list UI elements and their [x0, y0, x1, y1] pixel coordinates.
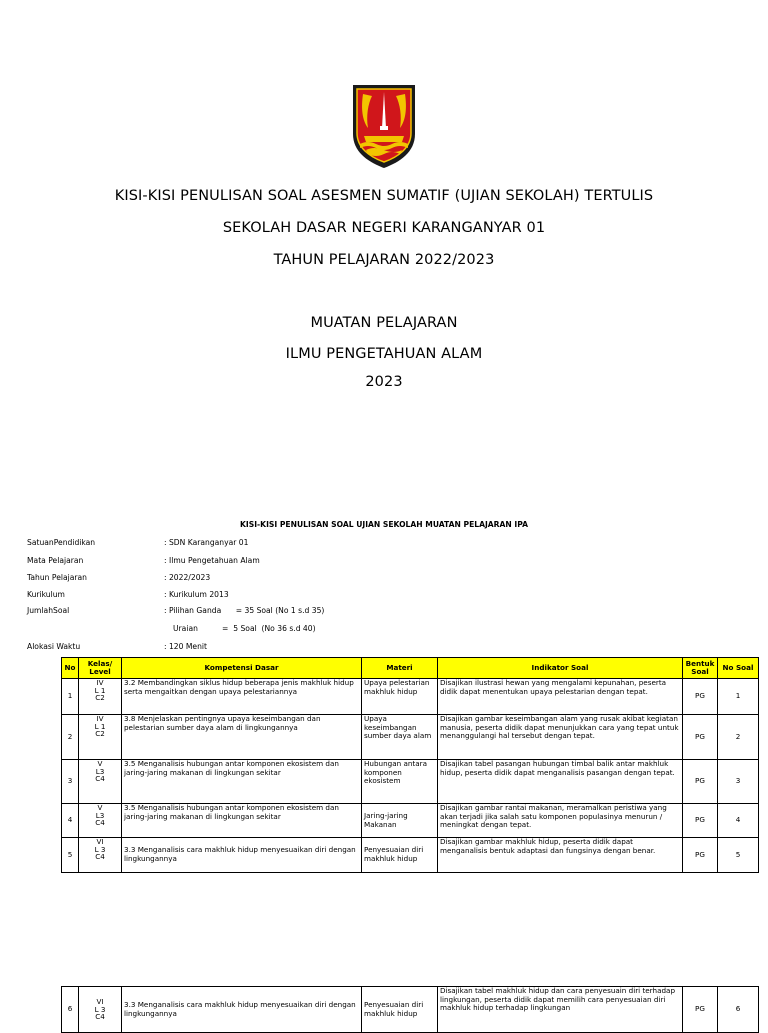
cell-kelas [79, 804, 122, 838]
info-label: JumlahSoal [27, 606, 70, 615]
regional-crest-logo [350, 82, 418, 170]
cell-no: 6 [62, 987, 79, 1033]
info-value: : 2022/2023 [164, 573, 211, 582]
table-row [62, 715, 759, 760]
column-header-no: No [62, 658, 79, 679]
cell-materi: Upaya pelestarian makhluk hidup [362, 679, 438, 715]
info-label: SatuanPendidikan [27, 538, 96, 547]
cell-kd: 3.8 Menjelaskan pentingnya upaya keseimbangan dan pelestarian sumber daya alam di lingkungannya [122, 715, 362, 760]
cell-nosoal: 4 [718, 804, 759, 838]
cell-no: 3 [62, 760, 79, 804]
table-row [62, 838, 759, 873]
cell-indikator: Disajikan gambar keseimbangan alam yang rusak akibat kegiatan manusia, peserta didik dapat menunjukkan cara yang tepat untuk menanggulangi hal tersebut dengan tepat. [438, 715, 683, 760]
kisi-kisi-table [61, 657, 759, 873]
column-header-materi: Materi [362, 658, 438, 679]
info-value: : SDN Karanganyar 01 [164, 538, 249, 547]
cell-nosoal: 3 [718, 760, 759, 804]
cell-nosoal: 6 [718, 987, 759, 1033]
cell-indikator: Disajikan gambar rantai makanan, meramalkan peristiwa yang akan terjadi jika salah satu komponen populasinya menurun / meningkat dengan tepat. [438, 804, 683, 838]
column-header-kd: Kompetensi Dasar [122, 658, 362, 679]
academic-year: TAHUN PELAJARAN 2022/2023 [273, 252, 495, 268]
level-value: L 1 [94, 685, 106, 695]
cell-bentuk: PG [683, 679, 718, 715]
column-header-nosoal: No Soal [718, 658, 759, 679]
cell-indikator: Disajikan ilustrasi hewan yang mengalami kepunahan, peserta didik dapat menentukan upaya pelestarian dengan tepat. [438, 679, 683, 715]
cell-bentuk: PG [683, 760, 718, 804]
table-row [62, 679, 759, 715]
table-row [62, 760, 759, 804]
level-value: L 3 [94, 1004, 106, 1014]
kelas-value: V [97, 803, 103, 812]
cell-indikator: Disajikan tabel makhluk hidup dan cara penyesuain diri terhadap lingkungan, peserta didik dapat memilih cara penyesuaian diri makhluk hidup terhadap lingkungan [438, 987, 683, 1033]
cell-materi: Penyesuaian diri makhluk hidup [362, 838, 438, 873]
cell-kd: 3.3 Menganalisis cara makhluk hidup menyesuaikan diri dengan lingkungannya [122, 838, 362, 873]
cell-kelas [79, 715, 122, 760]
info-value: : Kurikulum 2013 [164, 590, 229, 599]
cognitive-value: C4 [95, 1012, 105, 1022]
info-value: : 120 Menit [164, 642, 208, 651]
kelas-value: V [97, 759, 103, 768]
cell-bentuk: PG [683, 715, 718, 760]
cognitive-value: C4 [95, 852, 105, 862]
kelas-value: IV [96, 678, 104, 687]
subject-year: 2023 [365, 374, 403, 390]
school-name: SEKOLAH DASAR NEGERI KARANGANYAR 01 [222, 220, 546, 236]
level-value: L 1 [94, 721, 106, 731]
cell-nosoal: 5 [718, 838, 759, 873]
level-value: L3 [95, 766, 105, 776]
kisi-kisi-table-continued [61, 986, 759, 1033]
cell-kelas [79, 838, 122, 873]
cell-no: 2 [62, 715, 79, 760]
cell-bentuk: PG [683, 804, 718, 838]
cell-materi: Upaya keseimbangan sumber daya alam [362, 715, 438, 760]
column-header-indikator: Indikator Soal [438, 658, 683, 679]
kelas-value: VI [96, 837, 104, 846]
info-label: Tahun Pelajaran [27, 573, 87, 582]
cell-kd: 3.5 Menganalisis hubungan antar komponen ekosistem dan jaring-jaring makanan di lingkungan sekitar [122, 760, 362, 804]
column-header-kelas: Kelas/ Level [79, 658, 122, 679]
info-label: Alokasi Waktu [27, 642, 81, 651]
cell-materi: Hubungan antara komponen ekosistem [362, 760, 438, 804]
cell-bentuk: PG [683, 987, 718, 1033]
cell-no: 1 [62, 679, 79, 715]
cell-nosoal: 2 [718, 715, 759, 760]
table-header-row [62, 658, 759, 679]
cell-kd: 3.3 Menganalisis cara makhluk hidup menyesuaikan diri dengan lingkungannya [122, 987, 362, 1033]
cell-kd: 3.5 Menganalisis hubungan antar komponen ekosistem dan jaring-jaring makanan di lingkungan sekitar [122, 804, 362, 838]
info-value: : Ilmu Pengetahuan Alam [164, 556, 260, 565]
cognitive-value: C2 [95, 729, 105, 739]
cell-indikator: Disajikan gambar makhluk hidup, peserta didik dapat menganalisis bentuk adaptasi dan fungsinya dengan benar. [438, 838, 683, 873]
cell-no: 4 [62, 804, 79, 838]
column-header-bentuk: Bentuk Soal [683, 658, 718, 679]
cell-kelas [79, 679, 122, 715]
kelas-value: IV [96, 714, 104, 723]
level-value: L 3 [94, 844, 106, 854]
cell-bentuk: PG [683, 838, 718, 873]
cell-indikator: Disajikan tabel pasangan hubungan timbal balik antar makhluk hidup, peserta didik dapat menganalisis pasangan dengan tepat. [438, 760, 683, 804]
cognitive-value: C4 [95, 774, 105, 784]
table-row [62, 804, 759, 838]
level-value: L3 [95, 810, 105, 820]
document-title: KISI-KISI PENULISAN SOAL ASESMEN SUMATIF (UJIAN SEKOLAH) TERTULIS [114, 188, 654, 204]
subject-heading: MUATAN PELAJARAN [310, 315, 458, 331]
cognitive-value: C4 [95, 818, 105, 828]
info-value: Uraian = 5 Soal (No 36 s.d 40) [173, 624, 316, 633]
cell-nosoal: 1 [718, 679, 759, 715]
info-label: Kurikulum [27, 590, 65, 599]
table-row [62, 987, 759, 1033]
kelas-value: VI [96, 997, 104, 1007]
cell-materi: Penyesuaian diri makhluk hidup [362, 987, 438, 1033]
cell-kelas [79, 760, 122, 804]
cell-no: 5 [62, 838, 79, 873]
cell-kd: 3.2 Membandingkan siklus hidup beberapa jenis makhluk hidup serta mengaitkan dengan upaya pelestariannya [122, 679, 362, 715]
subject-name: ILMU PENGETAHUAN ALAM [285, 346, 483, 362]
table-title: KISI-KISI PENULISAN SOAL UJIAN SEKOLAH MUATAN PELAJARAN IPA [240, 520, 528, 529]
info-label: Mata Pelajaran [27, 556, 84, 565]
cell-materi: Jaring-jaring Makanan [362, 804, 438, 838]
cognitive-value: C2 [95, 693, 105, 703]
cell-kelas [79, 987, 122, 1033]
info-value: : Pilihan Ganda = 35 Soal (No 1 s.d 35) [164, 606, 325, 615]
